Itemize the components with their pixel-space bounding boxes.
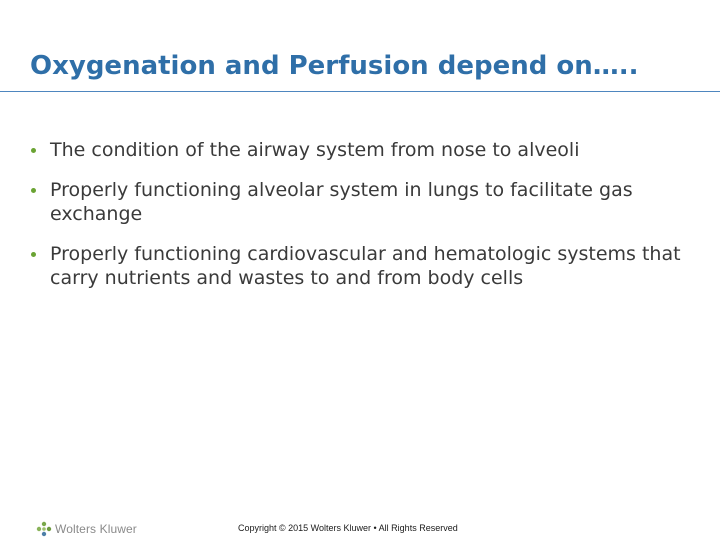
bullet-dot-icon xyxy=(31,252,36,257)
copyright-text: Copyright © 2015 Wolters Kluwer • All Rights Reserved xyxy=(238,523,458,533)
bullet-text: Properly functioning cardiovascular and hematologic systems that carry nutrients and wastes to and from body cells xyxy=(50,243,681,289)
wolters-kluwer-logo xyxy=(36,520,137,538)
wolters-kluwer-logo-icon xyxy=(36,521,52,537)
bullet-list xyxy=(30,138,700,306)
slide-title: Oxygenation and Perfusion depend on….. xyxy=(30,51,639,81)
bullet-text: The condition of the airway system from nose to alveoli xyxy=(50,139,580,161)
bullet-text: Properly functioning alveolar system in lungs to facilitate gas exchange xyxy=(50,179,633,225)
bullet-item xyxy=(30,138,700,162)
bullet-dot-icon xyxy=(31,188,36,193)
logo-text: Wolters Kluwer xyxy=(55,522,137,536)
title-divider xyxy=(0,91,720,92)
bullet-item xyxy=(30,178,700,226)
bullet-dot-icon xyxy=(31,148,36,153)
bullet-item xyxy=(30,242,700,290)
